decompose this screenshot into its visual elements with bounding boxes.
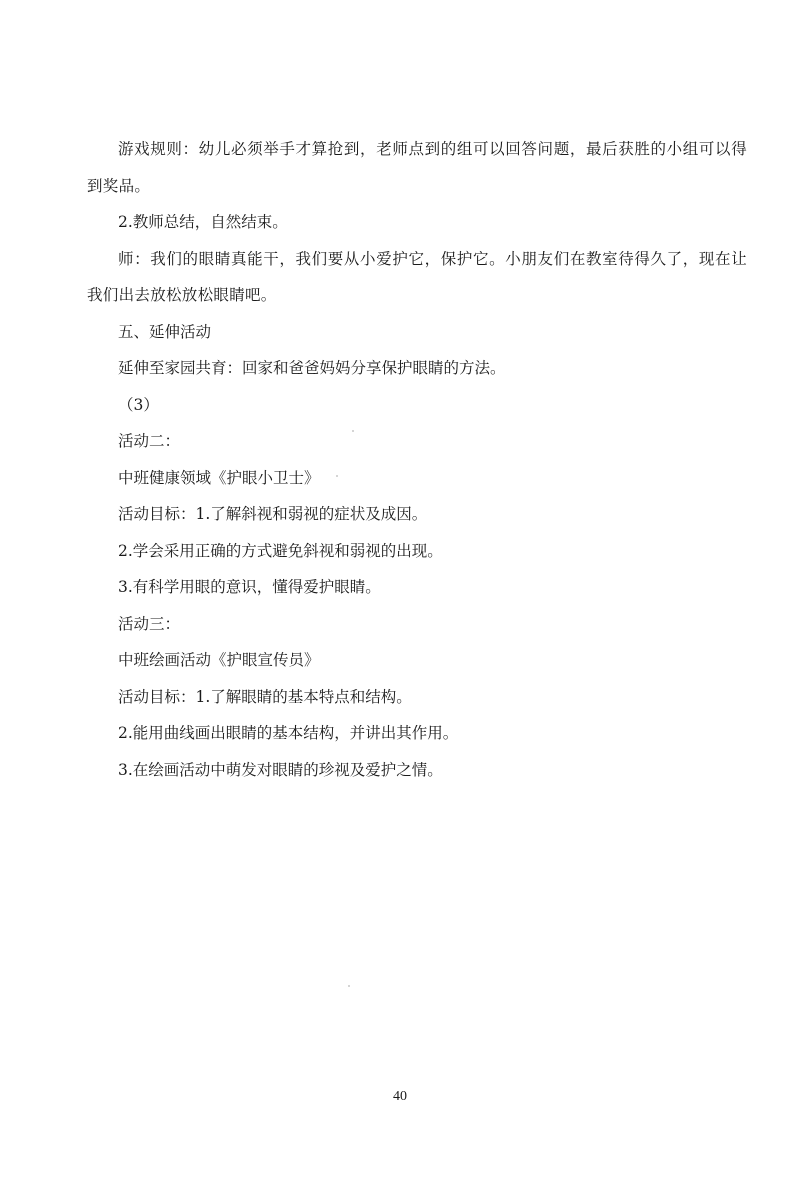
game-rules-paragraph: 游戏规则：幼儿必须举手才算抢到，老师点到的组可以回答问题，最后获胜的小组可以得到奖品。 bbox=[87, 140, 747, 195]
activity-three-title: 中班绘画活动《护眼宣传员》 bbox=[118, 651, 320, 669]
scan-speck bbox=[336, 475, 338, 477]
activity-three-goal-1: 活动目标：1.了解眼睛的基本特点和结构。 bbox=[118, 687, 412, 706]
teacher-summary-line: 2.教师总结，自然结束。 bbox=[118, 213, 288, 231]
document-body bbox=[87, 131, 747, 788]
teacher-speech-paragraph: 师：我们的眼睛真能干，我们要从小爱护它，保护它。小朋友们在教室待得久了，现在让我们出去放松放松眼睛吧。 bbox=[87, 249, 747, 304]
scan-speck bbox=[348, 985, 350, 987]
activity-two-goal-3: 3.有科学用眼的意识，懂得爱护眼睛。 bbox=[118, 578, 381, 596]
scan-speck bbox=[352, 430, 354, 432]
activity-three-heading: 活动三： bbox=[118, 614, 181, 633]
activity-two-goal-2: 2.学会采用正确的方式避免斜视和弱视的出现。 bbox=[118, 541, 443, 560]
page-number: 40 bbox=[393, 1089, 407, 1104]
section-heading-extension: 五、延伸活动 bbox=[118, 322, 212, 341]
activity-three-goal-2: 2.能用曲线画出眼睛的基本结构，并讲出其作用。 bbox=[118, 724, 459, 742]
extension-description: 延伸至家园共育：回家和爸爸妈妈分享保护眼睛的方法。 bbox=[118, 359, 506, 377]
activity-two-heading: 活动二： bbox=[118, 432, 181, 450]
subsection-number: （3） bbox=[118, 395, 159, 414]
activity-three-goal-3: 3.在绘画活动中萌发对眼睛的珍视及爱护之情。 bbox=[118, 760, 443, 779]
activity-two-title: 中班健康领域《护眼小卫士》 bbox=[118, 468, 320, 487]
activity-two-goal-1: 活动目标：1.了解斜视和弱视的症状及成因。 bbox=[118, 505, 428, 523]
